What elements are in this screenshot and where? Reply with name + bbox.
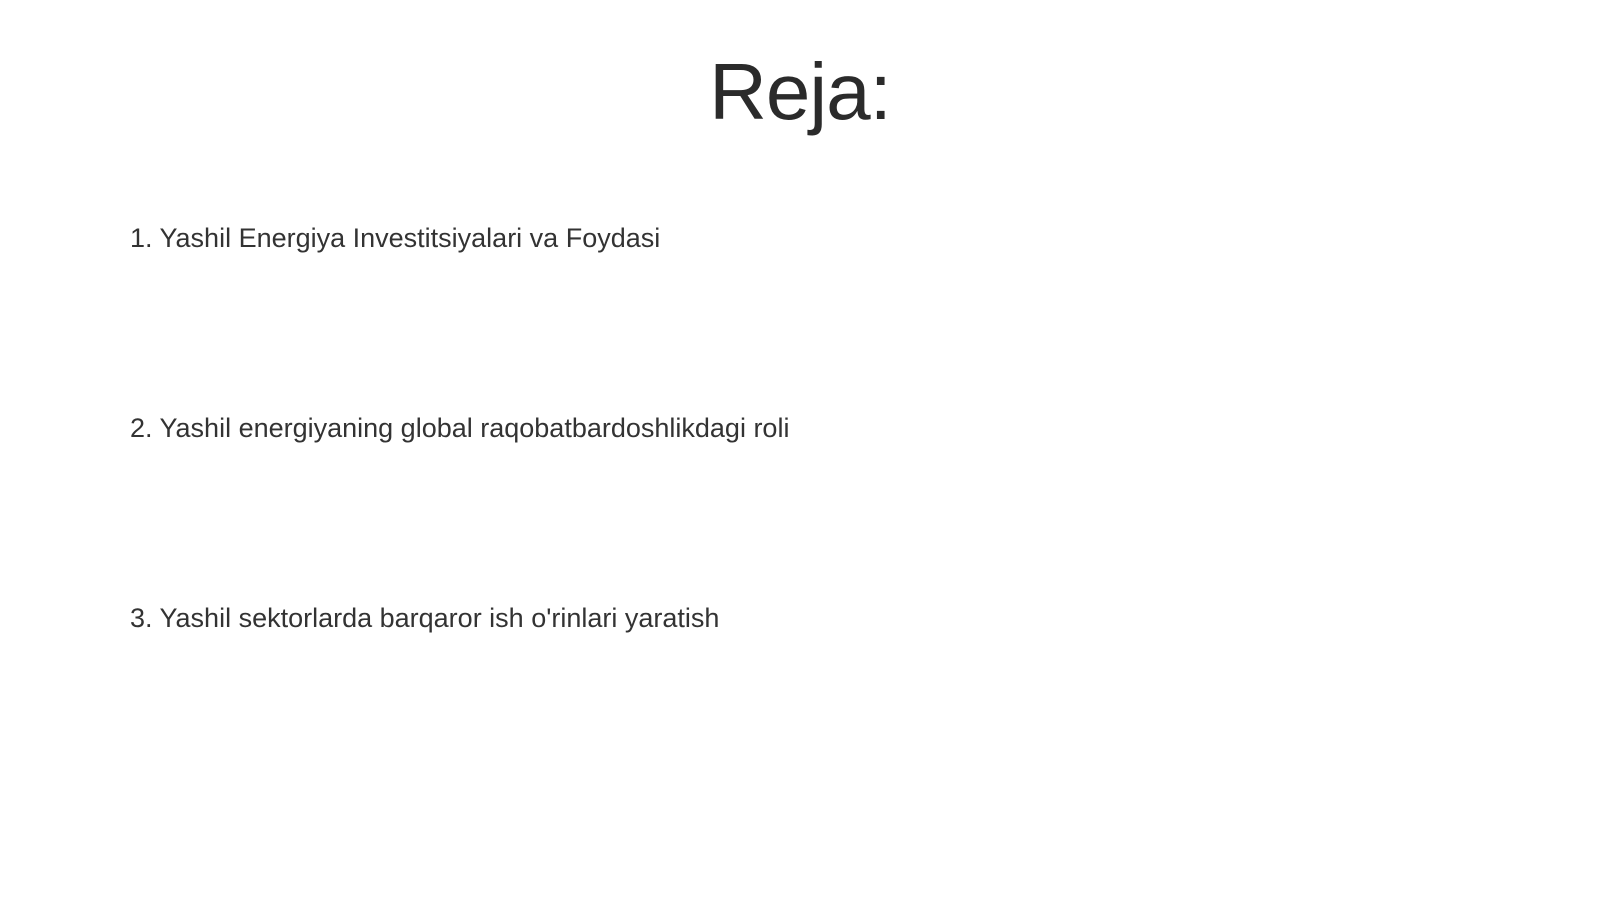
plan-item-3: 3. Yashil sektorlarda barqaror ish o'rinlari yaratish [130, 603, 720, 633]
plan-item-2: 2. Yashil energiyaning global raqobatbardoshlikdagi roli [130, 413, 790, 443]
slide-title: Reja: [709, 47, 891, 136]
plan-item-1: 1. Yashil Energiya Investitsiyalari va Foydasi [130, 223, 661, 253]
